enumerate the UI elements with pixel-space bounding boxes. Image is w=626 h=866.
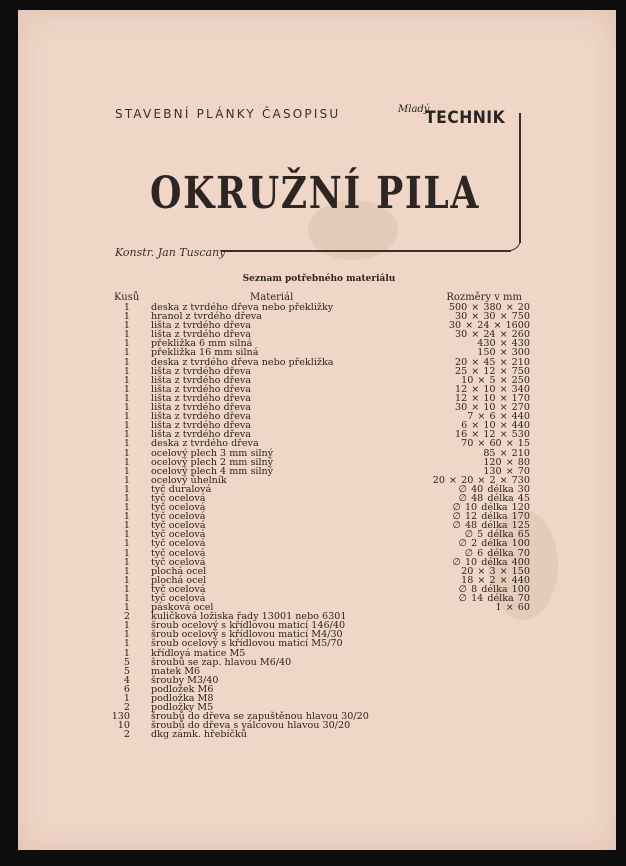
row-material: ocelový úhelník: [151, 474, 227, 486]
row-dims: ∅ 12 délka 170: [452, 511, 530, 523]
row-dims: ∅ 5 délka 65: [464, 529, 530, 541]
row-qty: 1: [123, 511, 130, 523]
row-material: ocelový plech 2 mm silný: [151, 456, 274, 468]
row-qty: 1: [123, 302, 130, 313]
row-material: dkg zámk. hřebíčků: [151, 729, 247, 741]
row-qty: 1: [123, 338, 130, 350]
row-dims: 7 × 6 × 440: [467, 411, 530, 423]
row-material: tyč duralová: [151, 483, 212, 495]
row-dims: 30 × 24 × 260: [454, 329, 530, 341]
row-material: tyč ocelová: [151, 547, 206, 559]
material-row: [18, 658, 616, 667]
row-material: podložka M8: [151, 693, 214, 705]
row-material: podložek M6: [151, 683, 214, 695]
constructor-credit: Konstr. Jan Tuscany: [115, 246, 226, 259]
row-dims: ∅ 40 délka 30: [458, 483, 530, 495]
row-dims: 16 × 12 × 530: [454, 429, 530, 441]
material-row: [18, 694, 616, 703]
row-qty: 1: [123, 347, 130, 359]
row-dims: 20 × 45 × 210: [454, 356, 530, 368]
row-dims: ∅ 2 délka 100: [458, 538, 530, 550]
row-qty: 1: [123, 365, 130, 377]
row-material: lišta z tvrdého dřeva: [151, 320, 252, 332]
row-dims: 12 × 10 × 340: [454, 383, 530, 395]
row-qty: 1: [123, 429, 130, 441]
row-material: křídlová matice M5: [151, 647, 246, 659]
row-material: tyč ocelová: [151, 538, 206, 550]
row-dims: 430 × 430: [477, 338, 530, 350]
row-dims: 70 × 60 × 15: [461, 438, 530, 450]
frame-line-vertical: [519, 113, 521, 243]
row-qty: 1: [123, 629, 130, 641]
row-qty: 1: [123, 638, 130, 650]
row-qty: 6: [123, 683, 130, 695]
row-material: ocelový plech 3 mm silný: [151, 447, 274, 459]
row-material: lišta z tvrdého dřeva: [151, 374, 252, 386]
row-qty: 1: [123, 356, 130, 368]
material-row: [18, 676, 616, 685]
row-material: šroub ocelový s křídlovou maticí 146/40: [151, 620, 346, 632]
row-dims: 30 × 24 × 1600: [448, 320, 530, 332]
row-qty: 1: [123, 593, 130, 604]
series-heading: STAVEBNÍ PLÁNKY ČASOPISU: [115, 107, 341, 121]
row-dims: ∅ 48 délka 125: [452, 520, 530, 532]
row-qty: 1: [123, 465, 130, 477]
row-material: šroubů do dřeva se zapuštěnou hlavou 30/20: [151, 711, 369, 723]
row-material: lišta z tvrdého dřeva: [151, 329, 252, 341]
row-qty: 5: [123, 665, 130, 677]
row-dims: 20 × 3 × 150: [461, 565, 530, 577]
row-material: lišta z tvrdého dřeva: [151, 365, 252, 377]
row-qty: 1: [123, 474, 130, 486]
row-qty: 1: [123, 529, 130, 541]
row-qty: 2: [123, 611, 130, 623]
material-row: [18, 685, 616, 694]
row-material: lišta z tvrdého dřeva: [151, 420, 252, 432]
row-material: deska z tvrdého dřeva nebo překližky: [151, 302, 334, 313]
row-qty: 10: [117, 720, 130, 732]
row-dims: 30 × 30 × 750: [454, 311, 530, 323]
page-title: OKRUŽNÍ PILA: [150, 168, 481, 219]
row-material: tyč ocelová: [151, 502, 206, 514]
row-material: deska z tvrdého dřeva nebo překližka: [151, 356, 334, 368]
row-dims: ∅ 6 délka 70: [464, 547, 530, 559]
row-qty: 1: [123, 556, 130, 568]
row-material: tyč ocelová: [151, 593, 206, 604]
row-qty: 1: [123, 374, 130, 386]
row-dims: 150 × 300: [477, 347, 530, 359]
column-header-qty: Kusů: [114, 292, 140, 303]
row-qty: 1: [123, 447, 130, 459]
row-qty: 1: [123, 456, 130, 468]
row-dims: 120 × 80: [483, 456, 530, 468]
row-material: lišta z tvrdého dřeva: [151, 392, 252, 404]
row-dims: 10 × 5 × 250: [461, 374, 530, 386]
row-qty: 1: [123, 438, 130, 450]
row-qty: 1: [123, 502, 130, 514]
row-qty: 1: [123, 565, 130, 577]
row-material: tyč ocelová: [151, 492, 206, 504]
row-qty: 1: [123, 320, 130, 332]
row-dims: 25 × 12 × 750: [454, 365, 530, 377]
row-dims: ∅ 8 délka 100: [458, 583, 530, 595]
row-material: plochá ocel: [151, 565, 207, 577]
row-material: lišta z tvrdého dřeva: [151, 429, 252, 441]
logo-small-text: Mladý: [398, 104, 430, 115]
row-qty: 1: [123, 574, 130, 586]
row-material: kuličková ložiska řady 13001 nebo 6301: [151, 611, 347, 623]
row-qty: 1: [123, 492, 130, 504]
frame-line-horizontal: [221, 250, 511, 252]
row-qty: 1: [123, 392, 130, 404]
row-dims: 12 × 10 × 170: [454, 392, 530, 404]
material-row: [18, 721, 616, 730]
row-dims: 1 × 60: [495, 602, 530, 614]
list-title: Seznam potřebného materiálu: [242, 274, 396, 284]
row-material: tyč ocelová: [151, 529, 206, 541]
row-qty: 1: [123, 383, 130, 395]
row-material: šrouby M3/40: [151, 674, 219, 686]
row-material: deska z tvrdého dřeva: [151, 438, 259, 450]
row-qty: 2: [123, 729, 130, 741]
row-material: ocelový plech 4 mm silný: [151, 465, 274, 477]
row-material: tyč ocelová: [151, 511, 206, 523]
row-dims: ∅ 10 délka 120: [452, 502, 530, 514]
row-material: matek M6: [151, 665, 201, 677]
row-dims: 500 × 380 × 20: [448, 302, 530, 313]
row-qty: 1: [123, 411, 130, 423]
row-qty: 1: [123, 620, 130, 632]
row-qty: 1: [123, 420, 130, 432]
row-material: pásková ocel: [151, 602, 214, 614]
row-material: tyč ocelová: [151, 556, 206, 568]
row-qty: 1: [123, 583, 130, 595]
row-dims: 20 × 20 × 2 × 730: [432, 474, 530, 486]
material-row: [18, 730, 616, 739]
row-material: lišta z tvrdého dřeva: [151, 402, 252, 414]
row-material: překližka 16 mm silná: [151, 347, 259, 359]
document-sheet: [18, 10, 616, 850]
row-qty: 1: [123, 483, 130, 495]
row-material: hranol z tvrdého dřeva: [151, 311, 262, 323]
row-qty: 1: [123, 329, 130, 341]
row-qty: 1: [123, 602, 130, 614]
row-material: tyč ocelová: [151, 583, 206, 595]
row-material: překližka 6 mm silná: [151, 338, 253, 350]
frame-corner: [508, 232, 521, 251]
row-qty: 1: [123, 402, 130, 414]
row-dims: ∅ 14 délka 70: [458, 593, 530, 604]
row-dims: 18 × 2 × 440: [461, 574, 530, 586]
row-qty: 5: [123, 656, 130, 668]
row-dims: 30 × 10 × 270: [454, 402, 530, 414]
material-row: [18, 649, 616, 658]
column-header-material: Materiál: [250, 292, 294, 303]
row-qty: 1: [123, 647, 130, 659]
row-qty: 1: [123, 520, 130, 532]
material-list: [18, 303, 616, 740]
row-material: lišta z tvrdého dřeva: [151, 383, 252, 395]
row-dims: 6 × 10 × 440: [461, 420, 530, 432]
material-row: [18, 667, 616, 676]
logo-big-text: TECHNIK: [425, 108, 506, 128]
row-dims: 130 × 70: [483, 465, 530, 477]
row-qty: 1: [123, 693, 130, 705]
row-dims: ∅ 48 délka 45: [458, 492, 530, 504]
row-qty: 2: [123, 702, 130, 714]
row-qty: 1: [123, 538, 130, 550]
row-qty: 4: [123, 674, 130, 686]
row-dims: 85 × 210: [483, 447, 530, 459]
column-header-dims: Rozměry v mm: [446, 292, 522, 303]
row-qty: 130: [111, 711, 130, 723]
row-qty: 1: [123, 547, 130, 559]
row-material: podložky M5: [151, 702, 214, 714]
row-material: tyč ocelová: [151, 520, 206, 532]
material-row: [18, 639, 616, 648]
row-material: plochá ocel: [151, 574, 207, 586]
row-material: lišta z tvrdého dřeva: [151, 411, 252, 423]
row-material: šroub ocelový s křídlovou maticí M4/30: [151, 629, 343, 641]
row-material: šroubů do dřeva s válcovou hlavou 30/20: [151, 720, 351, 732]
row-material: šroub ocelový s křídlovou maticí M5/70: [151, 638, 343, 650]
row-material: šroubů se zap. hlavou M6/40: [151, 656, 292, 668]
row-qty: 1: [123, 311, 130, 323]
row-dims: ∅ 10 délka 400: [452, 556, 530, 568]
